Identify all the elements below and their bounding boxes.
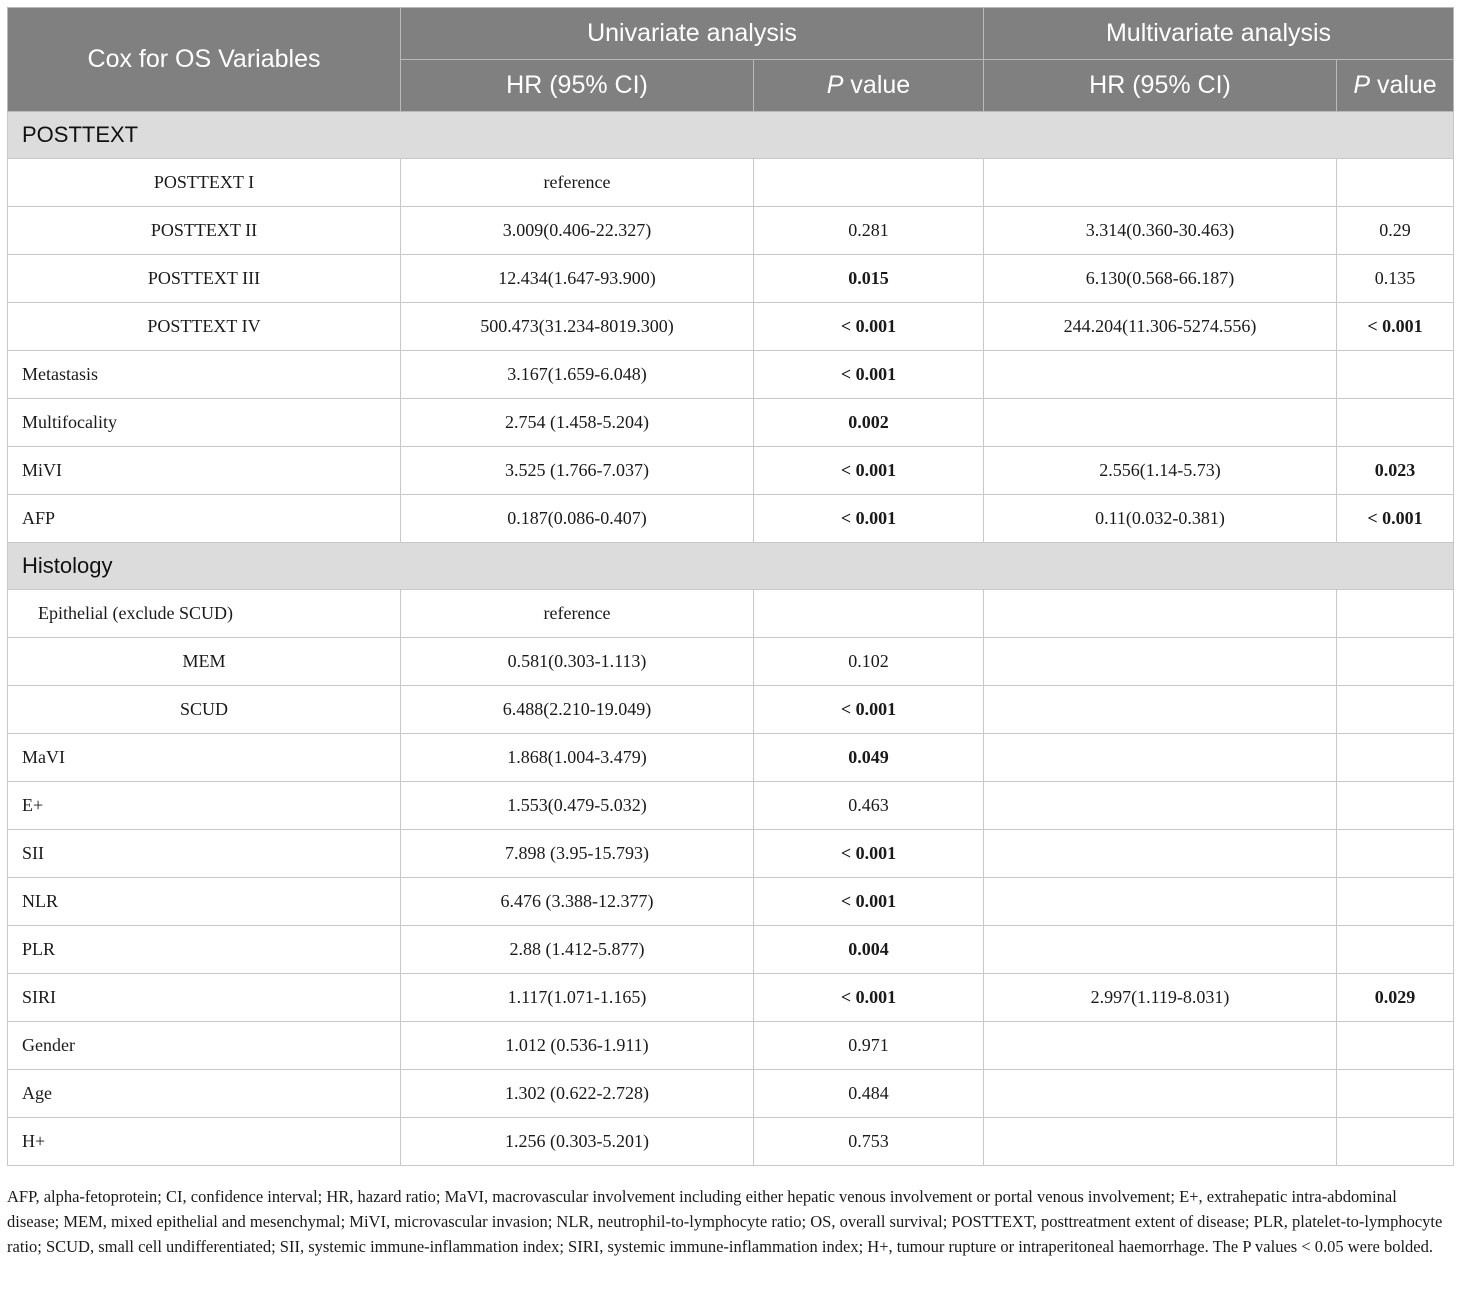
- multi-p-cell: [1337, 159, 1454, 207]
- section-title: POSTTEXT: [8, 112, 1454, 159]
- table-row: [8, 638, 1454, 686]
- multi-p-cell: [1337, 1022, 1454, 1070]
- variable-cell: E+: [8, 782, 401, 830]
- multi-p-cell: [1337, 351, 1454, 399]
- uni-p-cell: < 0.001: [754, 878, 984, 926]
- multi-hr-cell: [984, 1070, 1337, 1118]
- table-row: [8, 926, 1454, 974]
- p-rest: value: [843, 71, 911, 99]
- cox-table-container: [7, 7, 1453, 1166]
- uni-hr-cell: 1.553(0.479-5.032): [401, 782, 754, 830]
- table-row: [8, 399, 1454, 447]
- multi-hr-cell: [984, 926, 1337, 974]
- uni-hr-cell: reference: [401, 590, 754, 638]
- cox-regression-table: [7, 7, 1454, 1166]
- uni-hr-cell: 1.012 (0.536-1.911): [401, 1022, 754, 1070]
- multi-hr-cell: [984, 1118, 1337, 1166]
- uni-p-cell: 0.004: [754, 926, 984, 974]
- uni-hr-cell: 2.754 (1.458-5.204): [401, 399, 754, 447]
- section-header-row: [8, 543, 1454, 590]
- uni-p-cell: 0.049: [754, 734, 984, 782]
- table-footnote: AFP, alpha-fetoprotein; CI, confidence interval; HR, hazard ratio; MaVI, macrovascular involvement including either hepatic venous involvement or portal venous involvement; E+, extrahepatic intra-abdominal disease; MEM, mixed epithelial and mesenchymal; MiVI, microvascular invasion; NLR, neutrophil-to-lymphocyte ratio; OS, overall survival; POSTTEXT, posttreatment extent of disease; PLR, platelet-to-lymphocyte ratio; SCUD, small cell undifferentiated; SII, systemic immune-inflammation index; SIRI, systemic immune-inflammation index; H+, tumour rupture or intraperitoneal haemorrhage. The P values < 0.05 were bolded.: [7, 1187, 1443, 1256]
- uni-p-cell: < 0.001: [754, 974, 984, 1022]
- variable-cell: POSTTEXT I: [8, 159, 401, 207]
- variable-cell: SCUD: [8, 686, 401, 734]
- uni-p-cell: < 0.001: [754, 686, 984, 734]
- variable-cell: MEM: [8, 638, 401, 686]
- multi-p-cell: [1337, 1070, 1454, 1118]
- header-multivariate: Multivariate analysis: [984, 8, 1454, 60]
- table-row: [8, 878, 1454, 926]
- variable-cell: Epithelial (exclude SCUD): [8, 590, 401, 638]
- variable-cell: Metastasis: [8, 351, 401, 399]
- table-header: [8, 8, 1454, 112]
- uni-p-cell: < 0.001: [754, 351, 984, 399]
- multi-p-cell: [1337, 686, 1454, 734]
- table-row: [8, 1022, 1454, 1070]
- p-rest: value: [1370, 71, 1437, 99]
- header-uni-hr: HR (95% CI): [401, 60, 754, 112]
- uni-p-cell: < 0.001: [754, 303, 984, 351]
- uni-p-cell: < 0.001: [754, 495, 984, 543]
- variable-cell: POSTTEXT IV: [8, 303, 401, 351]
- multi-hr-cell: [984, 734, 1337, 782]
- uni-hr-cell: 3.009(0.406-22.327): [401, 207, 754, 255]
- variable-cell: NLR: [8, 878, 401, 926]
- uni-hr-cell: 0.581(0.303-1.113): [401, 638, 754, 686]
- p-italic: P: [826, 71, 844, 99]
- header-univariate: Univariate analysis: [401, 8, 984, 60]
- uni-hr-cell: 12.434(1.647-93.900): [401, 255, 754, 303]
- header-multi-hr: HR (95% CI): [984, 60, 1337, 112]
- multi-p-cell: [1337, 830, 1454, 878]
- p-italic: P: [1353, 71, 1370, 99]
- uni-hr-cell: 7.898 (3.95-15.793): [401, 830, 754, 878]
- table-row: [8, 734, 1454, 782]
- uni-p-cell: 0.015: [754, 255, 984, 303]
- multi-p-cell: 0.029: [1337, 974, 1454, 1022]
- multi-hr-cell: [984, 638, 1337, 686]
- table-row: [8, 351, 1454, 399]
- variable-cell: Gender: [8, 1022, 401, 1070]
- uni-p-cell: [754, 590, 984, 638]
- multi-p-cell: [1337, 782, 1454, 830]
- uni-p-cell: < 0.001: [754, 830, 984, 878]
- uni-p-cell: 0.971: [754, 1022, 984, 1070]
- table-row: [8, 159, 1454, 207]
- multi-p-cell: [1337, 926, 1454, 974]
- multi-p-cell: 0.29: [1337, 207, 1454, 255]
- table-row: [8, 974, 1454, 1022]
- multi-p-cell: < 0.001: [1337, 495, 1454, 543]
- header-variables: Cox for OS Variables: [8, 8, 401, 112]
- variable-cell: POSTTEXT II: [8, 207, 401, 255]
- multi-hr-cell: 2.556(1.14-5.73): [984, 447, 1337, 495]
- uni-hr-cell: 2.88 (1.412-5.877): [401, 926, 754, 974]
- multi-hr-cell: [984, 159, 1337, 207]
- variable-cell: MiVI: [8, 447, 401, 495]
- multi-hr-cell: 244.204(11.306-5274.556): [984, 303, 1337, 351]
- uni-p-cell: 0.753: [754, 1118, 984, 1166]
- uni-p-cell: 0.484: [754, 1070, 984, 1118]
- multi-p-cell: [1337, 590, 1454, 638]
- table-row: [8, 255, 1454, 303]
- uni-hr-cell: 1.117(1.071-1.165): [401, 974, 754, 1022]
- multi-hr-cell: 3.314(0.360-30.463): [984, 207, 1337, 255]
- table-row: [8, 207, 1454, 255]
- uni-p-cell: < 0.001: [754, 447, 984, 495]
- table-row: [8, 830, 1454, 878]
- variable-cell: POSTTEXT III: [8, 255, 401, 303]
- table-row: [8, 495, 1454, 543]
- multi-hr-cell: [984, 878, 1337, 926]
- variable-cell: H+: [8, 1118, 401, 1166]
- table-body: [8, 112, 1454, 1166]
- variable-cell: Multifocality: [8, 399, 401, 447]
- multi-hr-cell: 2.997(1.119-8.031): [984, 974, 1337, 1022]
- multi-p-cell: [1337, 1118, 1454, 1166]
- uni-hr-cell: reference: [401, 159, 754, 207]
- multi-hr-cell: [984, 590, 1337, 638]
- multi-hr-cell: [984, 830, 1337, 878]
- table-row: [8, 303, 1454, 351]
- uni-p-cell: 0.002: [754, 399, 984, 447]
- table-row: [8, 590, 1454, 638]
- uni-hr-cell: 3.525 (1.766-7.037): [401, 447, 754, 495]
- variable-cell: SIRI: [8, 974, 401, 1022]
- multi-p-cell: [1337, 399, 1454, 447]
- section-header-row: [8, 112, 1454, 159]
- multi-p-cell: [1337, 878, 1454, 926]
- table-row: [8, 782, 1454, 830]
- header-multi-p: [1337, 60, 1454, 112]
- uni-hr-cell: 1.868(1.004-3.479): [401, 734, 754, 782]
- variable-cell: PLR: [8, 926, 401, 974]
- variable-cell: MaVI: [8, 734, 401, 782]
- multi-hr-cell: [984, 1022, 1337, 1070]
- uni-p-cell: [754, 159, 984, 207]
- multi-hr-cell: 6.130(0.568-66.187): [984, 255, 1337, 303]
- section-title: Histology: [8, 543, 1454, 590]
- variable-cell: SII: [8, 830, 401, 878]
- table-row: [8, 1118, 1454, 1166]
- multi-hr-cell: 0.11(0.032-0.381): [984, 495, 1337, 543]
- table-row: [8, 686, 1454, 734]
- uni-hr-cell: 1.256 (0.303-5.201): [401, 1118, 754, 1166]
- uni-hr-cell: 6.488(2.210-19.049): [401, 686, 754, 734]
- uni-p-cell: 0.281: [754, 207, 984, 255]
- variable-cell: Age: [8, 1070, 401, 1118]
- multi-hr-cell: [984, 399, 1337, 447]
- uni-hr-cell: 500.473(31.234-8019.300): [401, 303, 754, 351]
- table-row: [8, 447, 1454, 495]
- uni-hr-cell: 0.187(0.086-0.407): [401, 495, 754, 543]
- uni-hr-cell: 6.476 (3.388-12.377): [401, 878, 754, 926]
- multi-p-cell: 0.023: [1337, 447, 1454, 495]
- uni-hr-cell: 3.167(1.659-6.048): [401, 351, 754, 399]
- multi-p-cell: 0.135: [1337, 255, 1454, 303]
- multi-p-cell: < 0.001: [1337, 303, 1454, 351]
- uni-hr-cell: 1.302 (0.622-2.728): [401, 1070, 754, 1118]
- multi-hr-cell: [984, 782, 1337, 830]
- multi-p-cell: [1337, 734, 1454, 782]
- uni-p-cell: 0.102: [754, 638, 984, 686]
- header-uni-p: [754, 60, 984, 112]
- table-row: [8, 1070, 1454, 1118]
- multi-p-cell: [1337, 638, 1454, 686]
- multi-hr-cell: [984, 686, 1337, 734]
- multi-hr-cell: [984, 351, 1337, 399]
- variable-cell: AFP: [8, 495, 401, 543]
- uni-p-cell: 0.463: [754, 782, 984, 830]
